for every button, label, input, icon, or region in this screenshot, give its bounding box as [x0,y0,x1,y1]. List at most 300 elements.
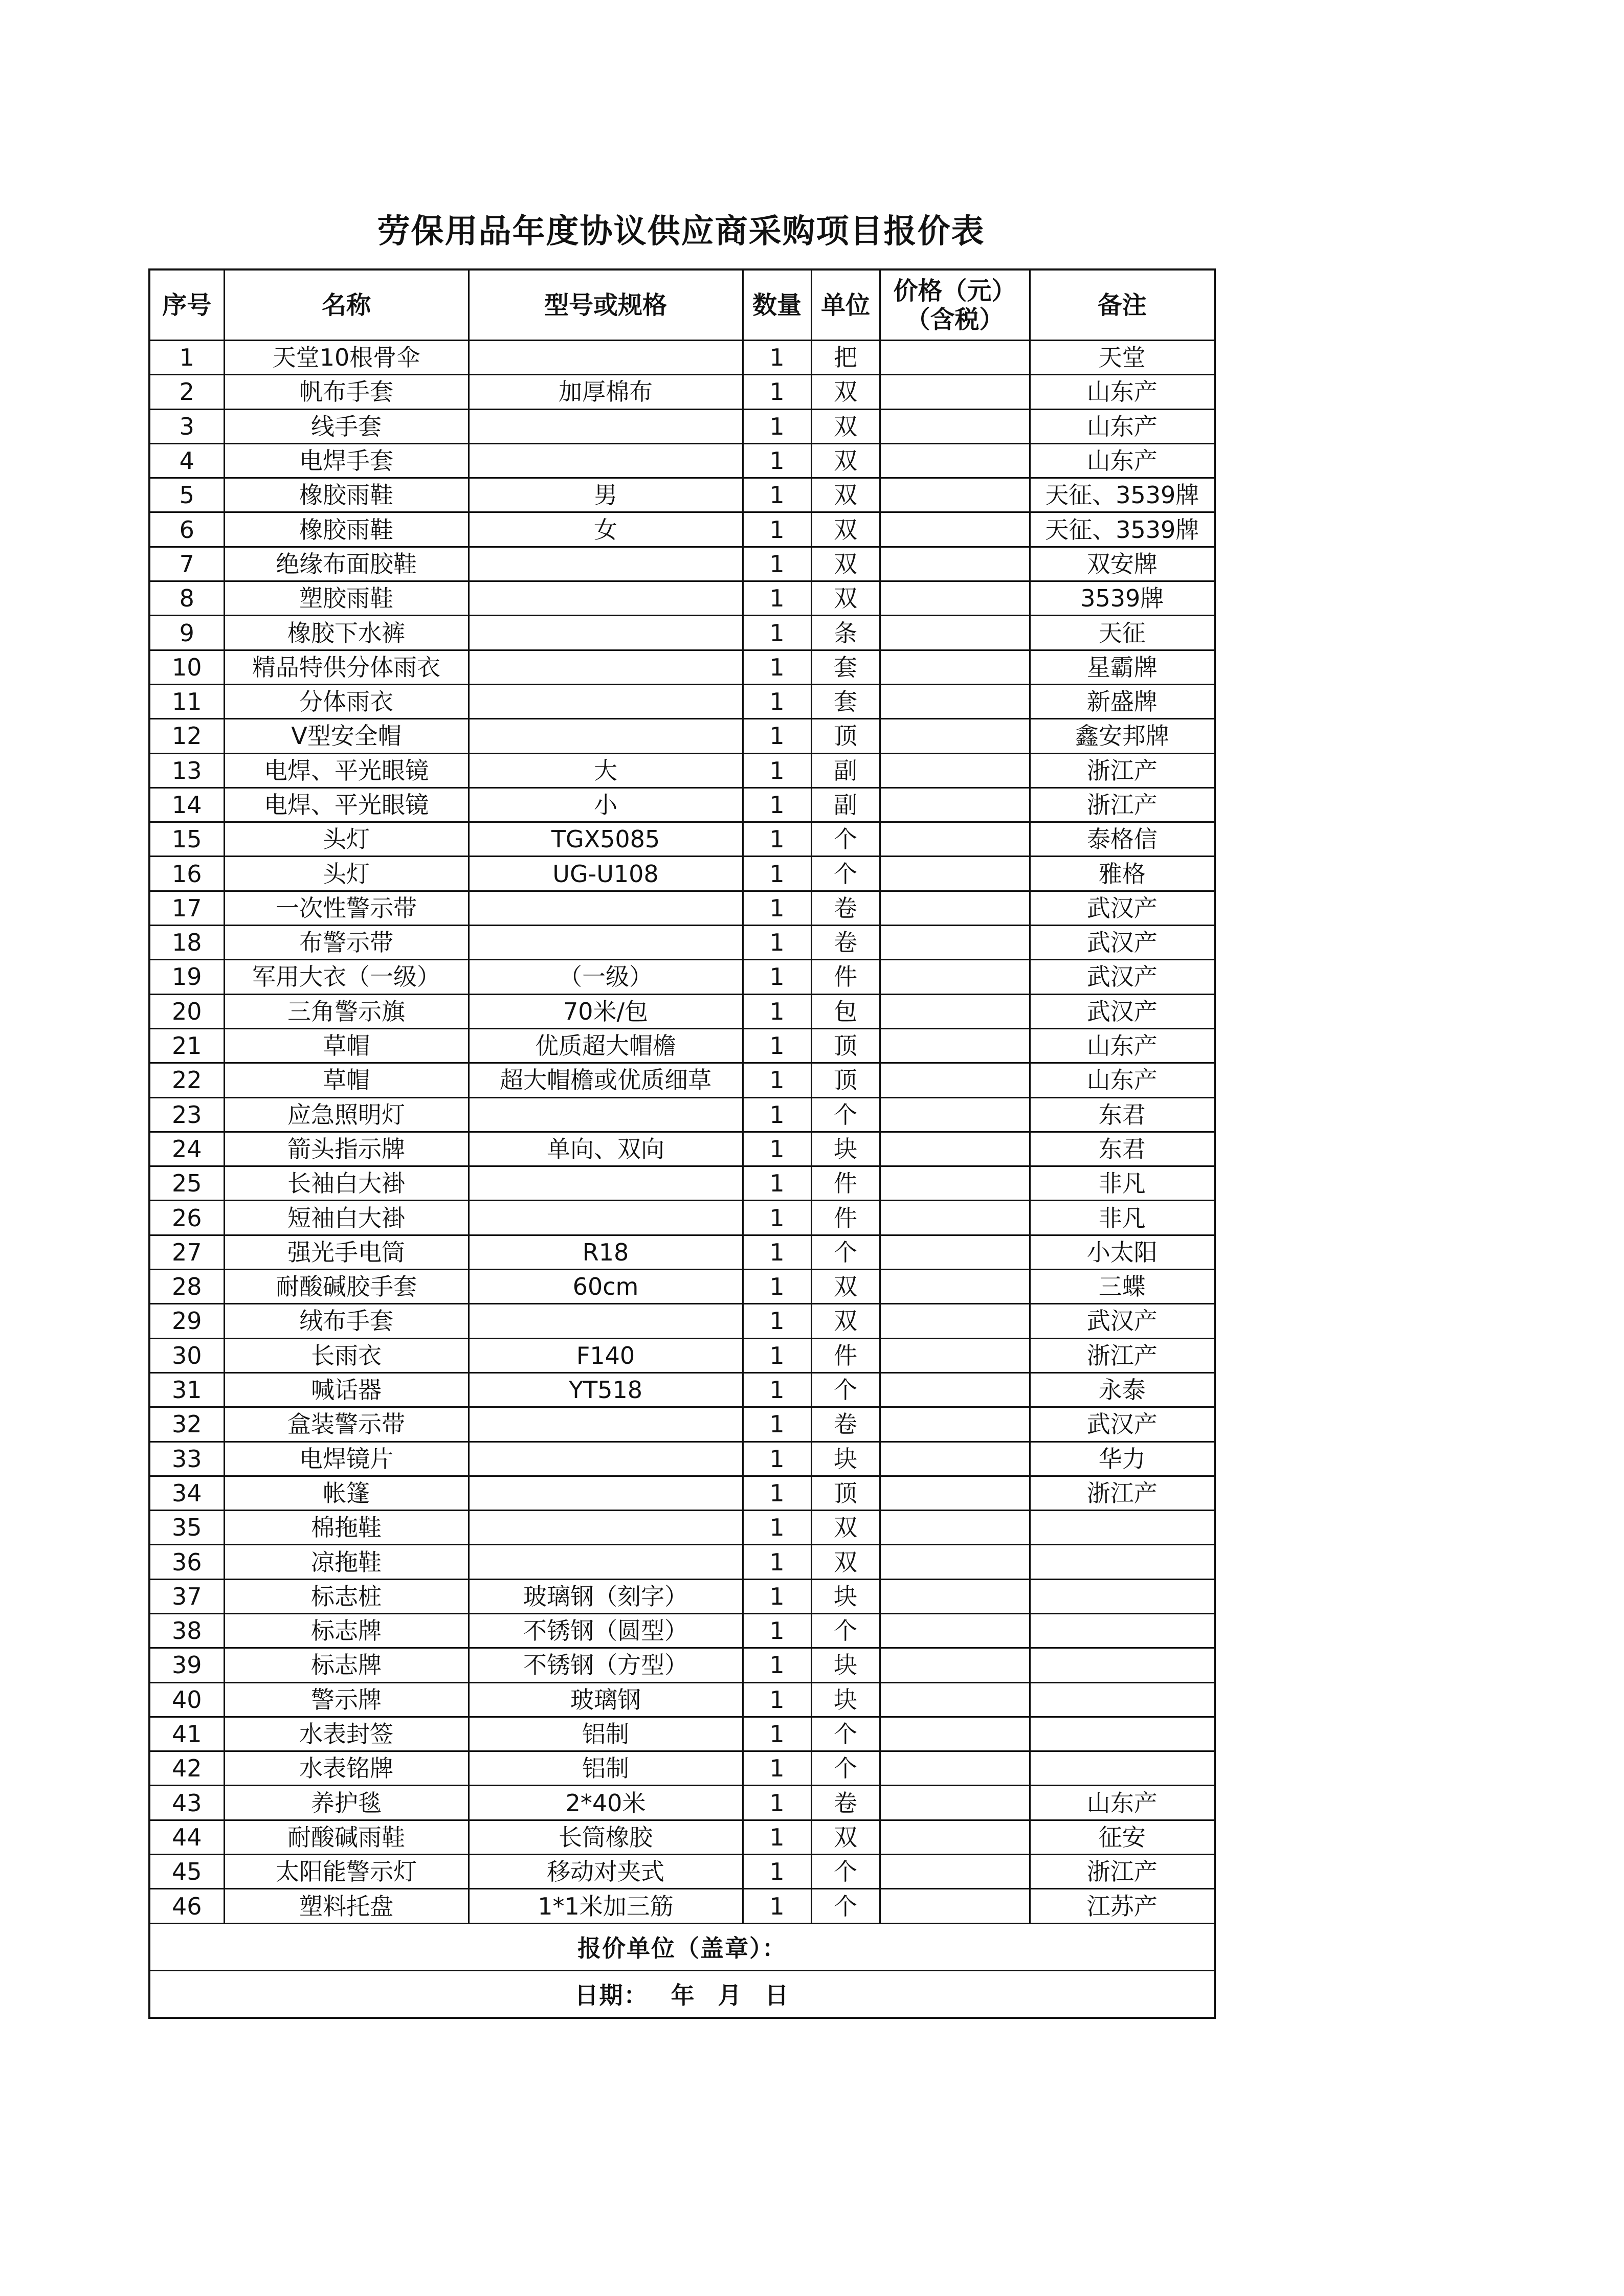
cell-name: 天堂10根骨伞 [224,341,469,375]
cell-name: 橡胶雨鞋 [224,512,469,547]
cell-unit: 个 [811,1235,880,1269]
cell-no: 43 [149,1786,224,1820]
cell-name: 应急照明灯 [224,1097,469,1132]
date-label: 日期： [574,1982,649,2010]
cell-unit: 双 [811,409,880,443]
cell-no: 33 [149,1442,224,1476]
cell-name: 帆布手套 [224,375,469,409]
cell-name: 养护毯 [224,1786,469,1820]
header-spec: 型号或规格 [469,269,743,341]
cell-note: 武汉产 [1030,994,1215,1028]
table-row [149,1820,1215,1854]
cell-spec: 女 [469,512,743,547]
cell-note: 山东产 [1030,1786,1215,1820]
cell-spec [469,1201,743,1235]
cell-spec: 玻璃钢 [469,1682,743,1717]
table-row [149,1648,1215,1682]
cell-unit: 双 [811,1270,880,1304]
cell-name: 头灯 [224,822,469,857]
table-row [149,1338,1215,1372]
cell-no: 45 [149,1855,224,1889]
cell-spec: 小 [469,787,743,822]
cell-unit: 双 [811,1511,880,1545]
cell-qty: 1 [743,1442,811,1476]
table-footer [149,1923,1215,2018]
header-price-line2: （含税） [905,305,1004,334]
cell-note [1030,1648,1215,1682]
cell-no: 13 [149,753,224,787]
cell-unit: 双 [811,512,880,547]
quoter-stamp-label: 报价单位（盖章）： [149,1923,1215,1970]
cell-unit: 个 [811,1855,880,1889]
cell-price [880,1270,1030,1304]
cell-no: 22 [149,1063,224,1097]
table-row [149,1613,1215,1648]
cell-unit: 个 [811,1889,880,1923]
cell-note: 武汉产 [1030,891,1215,925]
cell-name: 盒装警示带 [224,1407,469,1442]
cell-name: 线手套 [224,409,469,443]
cell-price [880,1511,1030,1545]
cell-note: 雅格 [1030,857,1215,891]
date-month: 月 [718,1982,743,2010]
cell-qty: 1 [743,1648,811,1682]
cell-unit: 套 [811,650,880,684]
cell-price [880,1682,1030,1717]
cell-price [880,547,1030,581]
cell-spec: 移动对夹式 [469,1855,743,1889]
cell-price [880,753,1030,787]
cell-unit: 个 [811,1097,880,1132]
cell-qty: 1 [743,1097,811,1132]
table-row [149,1682,1215,1717]
cell-unit: 双 [811,443,880,478]
cell-unit: 顶 [811,719,880,753]
cell-price [880,1028,1030,1063]
cell-qty: 1 [743,1545,811,1579]
cell-price [880,512,1030,547]
cell-spec [469,1476,743,1510]
cell-qty: 1 [743,1270,811,1304]
cell-unit: 包 [811,994,880,1028]
cell-name: 一次性警示带 [224,891,469,925]
cell-qty: 1 [743,375,811,409]
cell-note: 东君 [1030,1132,1215,1166]
cell-price [880,1407,1030,1442]
cell-qty: 1 [743,547,811,581]
cell-qty: 1 [743,1751,811,1786]
cell-price [880,1132,1030,1166]
cell-unit: 个 [811,1613,880,1648]
cell-spec: YT518 [469,1372,743,1407]
cell-note: 3539牌 [1030,581,1215,616]
cell-name: 棉拖鞋 [224,1511,469,1545]
cell-unit: 双 [811,1304,880,1338]
table-row [149,650,1215,684]
cell-name: 标志牌 [224,1648,469,1682]
quote-table [148,268,1216,2019]
cell-qty: 1 [743,753,811,787]
cell-price [880,926,1030,960]
cell-no: 39 [149,1648,224,1682]
cell-note: 武汉产 [1030,1407,1215,1442]
cell-qty: 1 [743,1132,811,1166]
cell-name: 喊话器 [224,1372,469,1407]
table-row [149,443,1215,478]
cell-spec: 1*1米加三筋 [469,1889,743,1923]
cell-spec [469,443,743,478]
cell-qty: 1 [743,1201,811,1235]
cell-no: 25 [149,1166,224,1201]
table-row [149,1442,1215,1476]
cell-no: 35 [149,1511,224,1545]
cell-price [880,1889,1030,1923]
cell-name: 短袖白大褂 [224,1201,469,1235]
cell-spec: 优质超大帽檐 [469,1028,743,1063]
table-row [149,719,1215,753]
cell-unit: 卷 [811,1407,880,1442]
table-row [149,1097,1215,1132]
cell-no: 21 [149,1028,224,1063]
cell-name: 电焊手套 [224,443,469,478]
cell-unit: 件 [811,960,880,994]
cell-price [880,1855,1030,1889]
cell-note: 永泰 [1030,1372,1215,1407]
cell-spec: UG-U108 [469,857,743,891]
cell-no: 11 [149,684,224,718]
cell-name: 标志牌 [224,1613,469,1648]
cell-name: 电焊、平光眼镜 [224,787,469,822]
cell-no: 5 [149,478,224,512]
cell-unit: 个 [811,1717,880,1751]
cell-note: 浙江产 [1030,787,1215,822]
cell-price [880,719,1030,753]
cell-note: 山东产 [1030,443,1215,478]
cell-qty: 1 [743,994,811,1028]
cell-price [880,994,1030,1028]
cell-note: 武汉产 [1030,1304,1215,1338]
cell-qty: 1 [743,1338,811,1372]
cell-note: 天堂 [1030,341,1215,375]
cell-name: 军用大衣（一级） [224,960,469,994]
cell-qty: 1 [743,787,811,822]
cell-qty: 1 [743,650,811,684]
cell-price [880,1476,1030,1510]
cell-spec: F140 [469,1338,743,1372]
cell-note: 天征、3539牌 [1030,478,1215,512]
cell-spec: 单向、双向 [469,1132,743,1166]
cell-spec [469,926,743,960]
cell-price [880,1338,1030,1372]
cell-no: 44 [149,1820,224,1854]
cell-name: 橡胶雨鞋 [224,478,469,512]
cell-unit: 块 [811,1442,880,1476]
cell-qty: 1 [743,512,811,547]
cell-no: 20 [149,994,224,1028]
table-row [149,1855,1215,1889]
cell-spec: 长筒橡胶 [469,1820,743,1854]
cell-price [880,1097,1030,1132]
cell-note: 新盛牌 [1030,684,1215,718]
cell-price [880,409,1030,443]
cell-name: 水表封签 [224,1717,469,1751]
cell-qty: 1 [743,1579,811,1613]
cell-no: 7 [149,547,224,581]
cell-no: 17 [149,891,224,925]
cell-spec: 铝制 [469,1717,743,1751]
table-row [149,409,1215,443]
cell-no: 26 [149,1201,224,1235]
cell-no: 2 [149,375,224,409]
cell-note: 武汉产 [1030,926,1215,960]
cell-name: 布警示带 [224,926,469,960]
cell-no: 3 [149,409,224,443]
header-name: 名称 [224,269,469,341]
cell-spec [469,719,743,753]
cell-no: 10 [149,650,224,684]
table-row [149,1270,1215,1304]
table-body [149,341,1215,1924]
cell-name: 草帽 [224,1063,469,1097]
cell-price [880,341,1030,375]
table-row [149,926,1215,960]
table-row [149,960,1215,994]
cell-name: 长雨衣 [224,1338,469,1372]
cell-price [880,443,1030,478]
cell-note: 鑫安邦牌 [1030,719,1215,753]
cell-note [1030,1751,1215,1786]
cell-spec: 加厚棉布 [469,375,743,409]
header-price [880,269,1030,341]
table-row [149,891,1215,925]
cell-spec: 男 [469,478,743,512]
header-price-line1: 价格（元） [893,276,1016,305]
cell-price [880,1751,1030,1786]
cell-unit: 顶 [811,1063,880,1097]
cell-qty: 1 [743,1820,811,1854]
cell-qty: 1 [743,1407,811,1442]
cell-spec [469,581,743,616]
cell-spec: 不锈钢（圆型） [469,1613,743,1648]
cell-qty: 1 [743,857,811,891]
cell-price [880,1166,1030,1201]
cell-spec [469,1545,743,1579]
table-row [149,1889,1215,1923]
table-row [149,581,1215,616]
cell-spec: 铝制 [469,1751,743,1786]
cell-no: 18 [149,926,224,960]
cell-qty: 1 [743,960,811,994]
cell-spec: 玻璃钢（刻字） [469,1579,743,1613]
table-row [149,512,1215,547]
cell-no: 6 [149,512,224,547]
cell-name: 太阳能警示灯 [224,1855,469,1889]
cell-unit: 双 [811,1820,880,1854]
cell-spec [469,616,743,650]
cell-note: 非凡 [1030,1166,1215,1201]
footer-date-row [149,1970,1215,2018]
cell-price [880,581,1030,616]
cell-no: 16 [149,857,224,891]
cell-unit: 双 [811,581,880,616]
cell-price [880,857,1030,891]
cell-qty: 1 [743,1889,811,1923]
table-row [149,1407,1215,1442]
cell-spec: 大 [469,753,743,787]
cell-note [1030,1579,1215,1613]
table-row [149,1028,1215,1063]
cell-price [880,1372,1030,1407]
cell-name: 强光手电筒 [224,1235,469,1269]
cell-unit: 个 [811,857,880,891]
cell-no: 19 [149,960,224,994]
cell-note: 泰格信 [1030,822,1215,857]
cell-price [880,1235,1030,1269]
cell-spec [469,409,743,443]
cell-no: 38 [149,1613,224,1648]
cell-qty: 1 [743,1372,811,1407]
cell-qty: 1 [743,1476,811,1510]
date-day: 日 [765,1982,790,2010]
cell-unit: 卷 [811,891,880,925]
cell-no: 41 [149,1717,224,1751]
cell-note: 双安牌 [1030,547,1215,581]
cell-no: 46 [149,1889,224,1923]
cell-price [880,1201,1030,1235]
table-row [149,1132,1215,1166]
table-row [149,1751,1215,1786]
cell-price [880,787,1030,822]
table-header [149,269,1215,341]
cell-qty: 1 [743,478,811,512]
cell-qty: 1 [743,719,811,753]
cell-qty: 1 [743,1613,811,1648]
cell-spec [469,891,743,925]
cell-qty: 1 [743,1063,811,1097]
cell-qty: 1 [743,409,811,443]
cell-qty: 1 [743,684,811,718]
header-no: 序号 [149,269,224,341]
cell-no: 23 [149,1097,224,1132]
cell-spec: 超大帽檐或优质细草 [469,1063,743,1097]
cell-spec: TGX5085 [469,822,743,857]
cell-note [1030,1613,1215,1648]
cell-qty: 1 [743,1511,811,1545]
table-row [149,684,1215,718]
date-year: 年 [671,1982,696,2010]
table-row [149,478,1215,512]
cell-spec: 2*40米 [469,1786,743,1820]
cell-unit: 双 [811,478,880,512]
cell-name: 标志桩 [224,1579,469,1613]
page-title: 劳保用品年度协议供应商采购项目报价表 [377,213,985,251]
table-row [149,616,1215,650]
cell-name: 塑料托盘 [224,1889,469,1923]
cell-name: 精品特供分体雨衣 [224,650,469,684]
cell-name: 绒布手套 [224,1304,469,1338]
table-row [149,1511,1215,1545]
cell-spec [469,341,743,375]
cell-note: 武汉产 [1030,960,1215,994]
table-row [149,1717,1215,1751]
header-unit: 单位 [811,269,880,341]
cell-name: 长袖白大褂 [224,1166,469,1201]
cell-note: 天征、3539牌 [1030,512,1215,547]
cell-price [880,1820,1030,1854]
cell-spec: 不锈钢（方型） [469,1648,743,1682]
cell-unit: 块 [811,1682,880,1717]
cell-note: 山东产 [1030,1063,1215,1097]
cell-price [880,1545,1030,1579]
cell-no: 15 [149,822,224,857]
cell-note [1030,1545,1215,1579]
cell-spec [469,1166,743,1201]
cell-note: 山东产 [1030,375,1215,409]
table-row [149,1579,1215,1613]
cell-qty: 1 [743,1304,811,1338]
cell-note: 天征 [1030,616,1215,650]
cell-no: 27 [149,1235,224,1269]
cell-name: V型安全帽 [224,719,469,753]
cell-unit: 块 [811,1132,880,1166]
cell-no: 34 [149,1476,224,1510]
cell-name: 水表铭牌 [224,1751,469,1786]
cell-qty: 1 [743,1235,811,1269]
cell-qty: 1 [743,1717,811,1751]
cell-spec: R18 [469,1235,743,1269]
cell-no: 32 [149,1407,224,1442]
cell-note: 华力 [1030,1442,1215,1476]
table-row [149,1304,1215,1338]
cell-unit: 块 [811,1579,880,1613]
cell-spec [469,684,743,718]
cell-note: 小太阳 [1030,1235,1215,1269]
cell-price [880,960,1030,994]
cell-note [1030,1511,1215,1545]
cell-name: 耐酸碱雨鞋 [224,1820,469,1854]
cell-qty: 1 [743,822,811,857]
cell-qty: 1 [743,581,811,616]
date-line [149,1970,1215,2018]
cell-unit: 件 [811,1166,880,1201]
cell-unit: 块 [811,1648,880,1682]
cell-unit: 副 [811,787,880,822]
cell-unit: 副 [811,753,880,787]
table-row [149,1476,1215,1510]
cell-spec [469,1511,743,1545]
table-row [149,994,1215,1028]
cell-unit: 双 [811,547,880,581]
cell-unit: 件 [811,1338,880,1372]
cell-note: 浙江产 [1030,1855,1215,1889]
cell-price [880,1063,1030,1097]
cell-spec [469,1407,743,1442]
cell-name: 头灯 [224,857,469,891]
header-note: 备注 [1030,269,1215,341]
cell-price [880,478,1030,512]
cell-name: 塑胶雨鞋 [224,581,469,616]
cell-note: 山东产 [1030,1028,1215,1063]
cell-name: 分体雨衣 [224,684,469,718]
cell-note: 浙江产 [1030,1476,1215,1510]
table-row [149,341,1215,375]
cell-note: 星霸牌 [1030,650,1215,684]
footer-quoter-row [149,1923,1215,1970]
table-row [149,1201,1215,1235]
cell-qty: 1 [743,926,811,960]
table-row [149,822,1215,857]
cell-unit: 个 [811,1751,880,1786]
